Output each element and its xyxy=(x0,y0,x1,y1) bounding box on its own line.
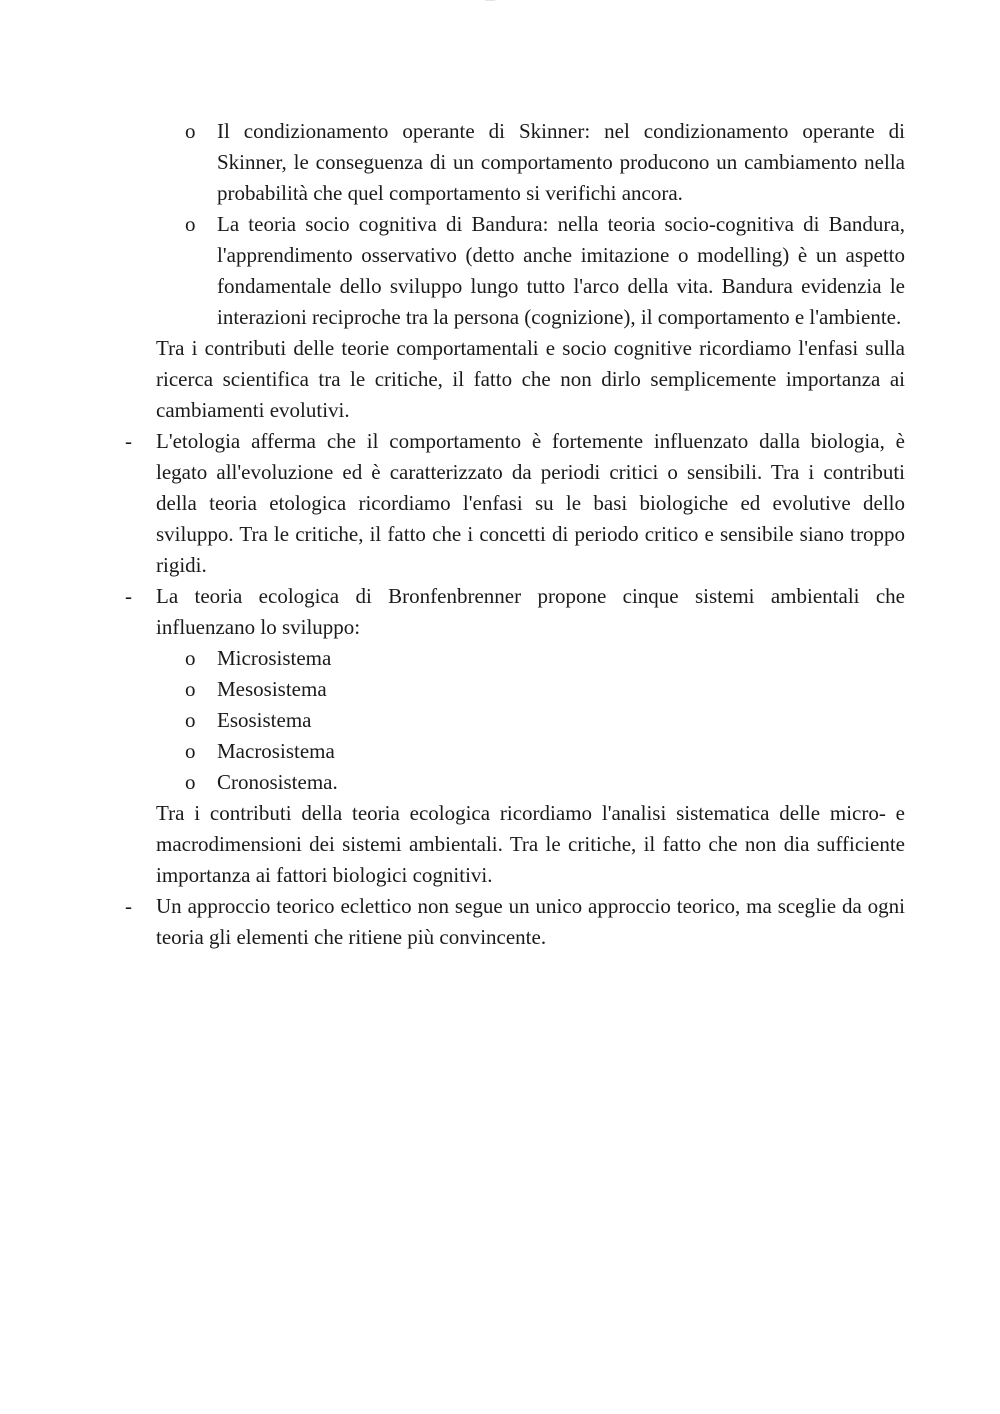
dash-bullet-marker: - xyxy=(125,894,132,918)
sub-bullet-marker: o xyxy=(185,212,196,236)
dash-bullet-marker: - xyxy=(125,584,132,608)
sub-bullet-marker: o xyxy=(185,708,196,732)
sistema-label: Esosistema xyxy=(217,708,312,732)
list-item-sistema xyxy=(185,767,905,798)
document-body xyxy=(0,116,1000,953)
sub-bullet-marker: o xyxy=(185,770,196,794)
dash-bullet-marker: - xyxy=(125,429,132,453)
list-item-eclettico xyxy=(125,891,905,953)
sub-bullet-marker: o xyxy=(185,677,196,701)
paragraph-bronfenbrenner: La teoria ecologica di Bronfenbrenner propone cinque sistemi ambientali che influenzano lo sviluppo: xyxy=(156,584,905,639)
list-item-sistema xyxy=(185,736,905,767)
list-item-etologia xyxy=(125,426,905,581)
sistema-label: Mesosistema xyxy=(217,677,327,701)
list-item-sistema xyxy=(185,643,905,674)
sistema-label: Microsistema xyxy=(217,646,332,670)
list-item-skinner xyxy=(185,116,905,209)
sistema-label: Cronosistema. xyxy=(217,770,338,794)
paragraph-bandura: La teoria socio cognitiva di Bandura: nella teoria socio-cognitiva di Bandura, l'apprendimento osservativo (detto anche imitazione o modelling) è un aspetto fondamentale dello sviluppo lungo tutto l'arco della vita. Bandura evidenzia le interazioni reciproche tra la persona (cognizione), il comportamento e l'ambiente. xyxy=(217,212,905,329)
paragraph-etologia: L'etologia afferma che il comportamento è fortemente influenzato dalla biologia, è legato all'evoluzione ed è caratterizzato da periodi critici o sensibili. Tra i contributi della teoria etologica ricordiamo l'enfasi su le basi biologiche ed evolutive dello sviluppo. Tra le critiche, il fatto che i concetti di periodo critico e sensibile siano troppo rigidi. xyxy=(156,429,905,577)
paragraph-contributi-comportamentali xyxy=(156,333,905,426)
paragraph-eclettico: Un approccio teorico eclettico non segue un unico approccio teorico, ma sceglie da ogni teoria gli elementi che ritiene più convincente. xyxy=(156,894,905,949)
sub-bullet-marker: o xyxy=(185,646,196,670)
sub-bullet-marker: o xyxy=(185,739,196,763)
sistema-label: Macrosistema xyxy=(217,739,335,763)
paragraph-skinner: Il condizionamento operante di Skinner: nel condizionamento operante di Skinner, le conseguenza di un comportamento producono un cambiamento nella probabilità che quel comportamento si verifichi ancora. xyxy=(217,119,905,205)
paragraph-contributi-ecologica xyxy=(156,798,905,891)
paragraph-text: Tra i contributi della teoria ecologica ricordiamo l'analisi sistematica delle micro- e macrodimensioni dei sistemi ambientali. Tra le critiche, il fatto che non dia sufficiente importanza ai fattori biologici cognitivi. xyxy=(156,801,905,887)
list-item-sistema xyxy=(185,705,905,736)
list-item-bandura xyxy=(185,209,905,333)
list-item-sistema xyxy=(185,674,905,705)
sub-bullet-marker: o xyxy=(185,119,196,143)
list-item-bronfenbrenner xyxy=(125,581,905,643)
paragraph-text: Tra i contributi delle teorie comportamentali e socio cognitive ricordiamo l'enfasi sulla ricerca scientifica tra le critiche, il fatto che non dirlo semplicemente importanza ai cambiamenti evolutivi. xyxy=(156,336,905,422)
header-mark: Document xyxy=(485,0,496,2)
